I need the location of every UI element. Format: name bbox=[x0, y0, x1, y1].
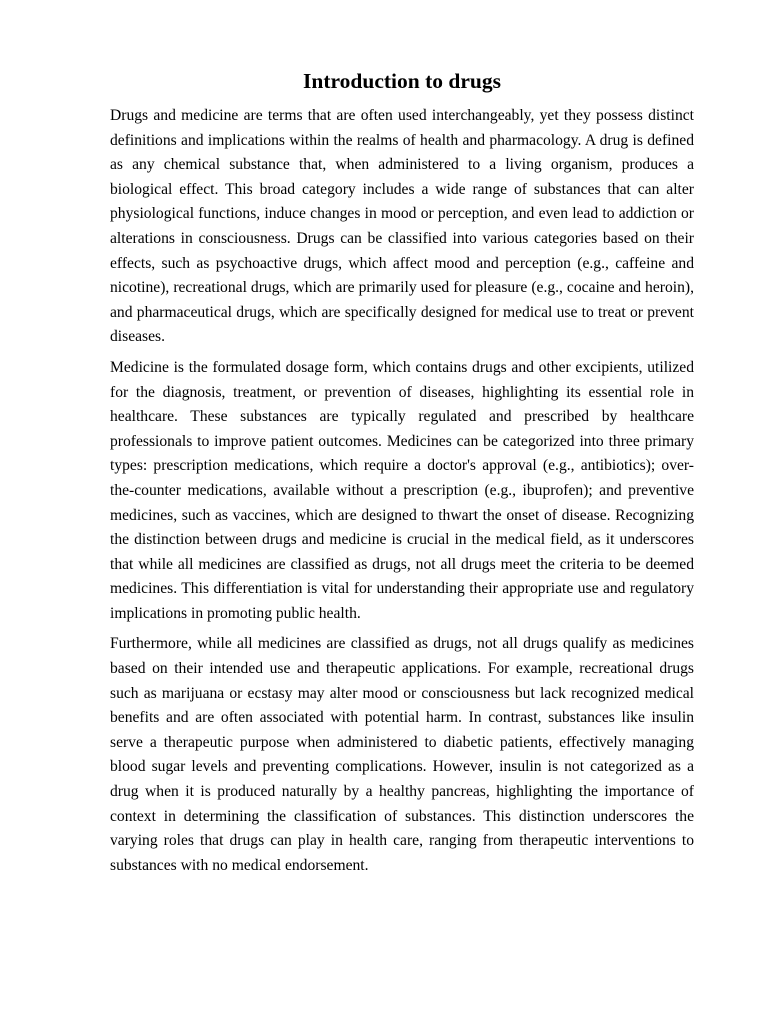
paragraph-drugs-definition: Drugs and medicine are terms that are often used interchangeably, yet they possess distinct definitions and implications within the realms of health and pharmacology. A drug is defined as any chemical substance that, when administered to a living organism, produces a biological effect. This broad category includes a wide range of substances that can alter physiological functions, induce changes in mood or perception, and even lead to addiction or alterations in consciousness. Drugs can be classified into various categories based on their effects, such as psychoactive drugs, which affect mood and perception (e.g., caffeine and nicotine), recreational drugs, which are primarily used for pleasure (e.g., cocaine and heroin), and pharmaceutical drugs, which are specifically designed for medical use to treat or prevent diseases. bbox=[110, 107, 694, 346]
document-body bbox=[110, 66, 694, 884]
paragraph-medicine-definition: Medicine is the formulated dosage form, which contains drugs and other excipients, utilized for the diagnosis, treatment, or prevention of diseases, highlighting its essential role in healthcare. These substances are typically regulated and prescribed by healthcare professionals to improve patient outcomes. Medicines can be categorized into three primary types: prescription medications, which require a doctor's approval (e.g., antibiotics); over-the-counter medications, available without a prescription (e.g., ibuprofen); and preventive medicines, such as vaccines, which are designed to thwart the onset of disease. Recognizing the distinction between drugs and medicine is crucial in the medical field, as it underscores that while all medicines are classified as drugs, not all drugs meet the criteria to be deemed medicines. This differentiation is vital for understanding their appropriate use and regulatory implications in promoting public health. bbox=[110, 358, 694, 622]
document-title: Introduction to drugs bbox=[303, 69, 501, 93]
paragraph-classification-context: Furthermore, while all medicines are classified as drugs, not all drugs qualify as medicines based on their intended use and therapeutic applications. For example, recreational drugs such as marijuana or ecstasy may alter mood or consciousness but lack recognized medical benefits and are often associated with potential harm. In contrast, substances like insulin serve a therapeutic purpose when administered to diabetic patients, effectively managing blood sugar levels and preventing complications. However, insulin is not categorized as a drug when it is produced naturally by a healthy pancreas, highlighting the importance of context in determining the classification of substances. This distinction underscores the varying roles that drugs can play in health care, ranging from therapeutic interventions to substances with no medical endorsement. bbox=[110, 635, 694, 874]
